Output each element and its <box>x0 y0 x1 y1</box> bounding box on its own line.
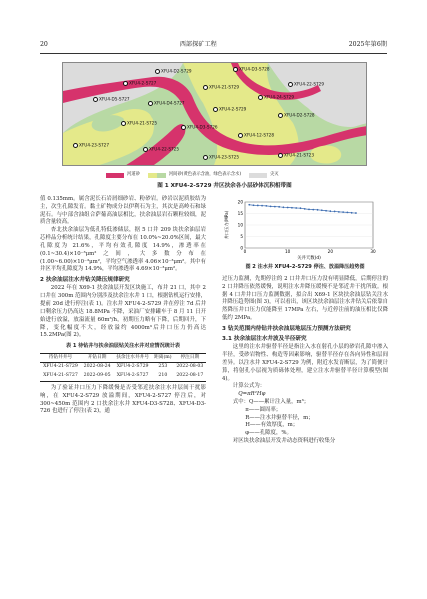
x-tick-label: 30 <box>370 249 376 254</box>
table-row <box>40 372 206 381</box>
y-tick-label: 15 <box>237 211 243 216</box>
data-point <box>265 205 267 207</box>
table-cell: 210 <box>158 373 168 379</box>
data-point <box>287 207 289 209</box>
well-label: XFU4-2-S727 <box>123 81 156 86</box>
legend-swatch <box>249 173 267 178</box>
legend-label: 尖灭 <box>270 172 279 178</box>
formula-legend-line: π——圆周率； <box>245 406 282 413</box>
data-point <box>261 205 263 207</box>
table-header: 停注日期 <box>180 354 200 360</box>
x-tick-label: 10 <box>284 249 291 254</box>
well-label: XFU4-12-S728 <box>238 133 274 138</box>
legend-item <box>249 172 279 178</box>
section-heading: 2 扶余油层注水井钻关降压规律研究 <box>40 277 130 284</box>
x-axis-label: 关井天数(d) <box>297 256 321 261</box>
legend-item <box>106 172 140 178</box>
facies-map <box>62 62 367 166</box>
well-label: XFU4-23-S727 <box>73 143 109 148</box>
table-cell: XFU4-2-S727 <box>116 373 149 379</box>
data-point <box>317 209 319 211</box>
well-label: XFU4-D4-S727 <box>148 101 185 106</box>
facies-map-graphic <box>63 63 367 166</box>
well-label: XFU4-22-S725 <box>143 147 179 152</box>
well-label: XFU4-D3-S726 <box>181 125 218 130</box>
y-axis-label: 井口压力(MPa) <box>224 210 229 240</box>
well-label: XFU4-D3-S728 <box>233 67 270 72</box>
issue-label: 2025年第6期 <box>348 41 387 48</box>
table-cell: 2022-08-17 <box>176 373 204 379</box>
table-cell: 253 <box>158 364 168 370</box>
data-point <box>257 205 259 207</box>
data-point <box>347 211 349 213</box>
well-label: XFU4-D2-S728 <box>278 113 315 118</box>
well-label: XFU4-D2-S729 <box>155 69 192 74</box>
legend-label: 河道砂 <box>127 172 140 178</box>
data-point <box>321 209 323 211</box>
table-cell: XFU4-2-S729 <box>116 364 149 370</box>
table-cell: 2022-09-05 <box>83 373 111 379</box>
data-point <box>295 207 297 209</box>
legend-swatch <box>106 173 124 178</box>
y-tick-label: 5 <box>240 234 243 239</box>
data-point <box>278 206 280 208</box>
data-point <box>270 205 272 207</box>
data-point <box>329 210 331 212</box>
well-label: XFU4-21-S723 <box>278 153 314 158</box>
table-cell: XFU4-21-S729 <box>43 364 78 370</box>
formula: Q=πR²Hφ <box>238 391 266 398</box>
data-point <box>253 204 255 206</box>
right-column <box>222 276 388 446</box>
data-point <box>355 212 357 214</box>
well-label: XFU4-23-S725 <box>203 155 239 160</box>
data-point <box>325 210 327 212</box>
well-label: XFU4-21-S729 <box>203 85 239 90</box>
paragraph: 这里的注水井驱替半径是指注入水在射孔小层的砂岩孔隙中渗入半径，受砂岩物性、构造等因素影响，驱替半径存在各向异性和层间差异。以注水井 XFU4-2-S729 为例，附近水发育断层，为了简便计算，将射孔小层视为质砾体处理，建立注水井驱替半径计算模型(图 4)。 <box>222 344 388 382</box>
well-label: XFU4-21-S725 <box>121 121 157 126</box>
y-tick-label: 0 <box>240 245 243 251</box>
map-legend <box>106 170 336 181</box>
table-header: 开钻日期 <box>87 354 107 360</box>
paragraph: 计算公式为： <box>232 383 266 390</box>
data-point <box>338 211 340 213</box>
table-header-row <box>40 353 206 363</box>
paragraph: 2022 年在 X69-1 扶余油层开发区块施工，布井 21 口，其中 2 口井在 300m 范围内分别涉及扶余注水井 1 口，根据钻机运行安排，提前 20d 进行停注(表 1)。注水井 XFU4-2-S729 井在停注 7d 后井口剩余压力仍高达 18.8MPa 不降，采油厂安排罐车于 8 月 11 日开始进行放溢，放溢流量 60m³/h，初期压力略有下降，后期回升，下降，变化幅度不大，经放溢约 4000m³后井口压力仍高达 15.2MPa(图 2)。 <box>40 285 206 339</box>
journal-title: 西部探矿工程 <box>179 41 217 48</box>
legend-label: 河间砂(黄色表示含油，绿色表示含水) <box>168 172 241 178</box>
y-tick-label: 20 <box>237 199 243 205</box>
series-line <box>249 205 356 213</box>
figure-2-caption: 图 2 注水井 XFU4-2-S729 停注、放溢降压趋势图 <box>245 264 365 270</box>
paragraph: 值 0.135mm。属含泥长石岩屑细砂岩、粉砂岩。砂岩以泥质胶结为主，次生孔隙发育。黏土矿物成分以伊利石为主，其次是高岭石和绿泥石。与中部含油组合萨葡高油层相比，扶余油层岩石颗粒较细，泥质含量较高。 <box>40 196 206 226</box>
pressure-chart-svg <box>223 196 383 262</box>
data-point <box>312 209 314 211</box>
pressure-chart <box>223 196 383 262</box>
page-number: 20 <box>40 41 48 48</box>
paragraph: 对区块扶余油层开发井动态资料进行收集分 <box>232 438 336 445</box>
table-header: 待钻井井号 <box>48 354 73 360</box>
data-point <box>291 207 293 209</box>
data-point <box>308 208 310 210</box>
left-column <box>40 196 206 416</box>
table-header: 距离(m) <box>154 354 172 360</box>
legend-swatch <box>148 173 166 178</box>
subsection-heading: 3.1 扶余油层注水井波及半径研究 <box>222 336 307 343</box>
well-label: XFU4-24-S729 <box>258 95 294 100</box>
table-cell: 2022-08-24 <box>83 364 111 370</box>
table-header: 扶余注水井井号 <box>116 354 150 360</box>
section-heading: 3 钻关范围内待钻井扶余油层地层压力预测方法研究 <box>222 325 351 332</box>
well-label: XFU4-22-S729 <box>288 82 324 87</box>
header-divider <box>40 53 387 54</box>
formula-legend-line: R——注水井驱替半径，m； <box>245 414 314 421</box>
y-tick-label: 10 <box>237 222 243 228</box>
x-tick-label: 0 <box>243 249 247 254</box>
paragraph: 杏北扶余油层为低孔特低渗储层，据 5 口井 209 块扶余油层岩芯样品分析统计结果，孔隙度主要分布在 10.0%~20.0%区间，最大孔隙度为 21.6%，平均有效孔隙度 14.9%，渗透率在(0.1~30.4)×10⁻³μm²之间，大多数分布在(1.00~6.00)×10⁻³μm²，平均空气渗透率 4.06×10⁻³μm²。其中有井区平均孔隙度为 14.9%，平均渗透率 4.69×10⁻³μm²。 <box>40 227 206 273</box>
page-header <box>40 41 387 53</box>
table-cell: 2022-08-03 <box>176 364 204 370</box>
well-label: XFU4-2-S729 <box>213 107 246 112</box>
data-point <box>334 211 336 213</box>
data-point <box>283 206 285 208</box>
table-row <box>40 363 206 372</box>
data-point <box>342 211 344 213</box>
table-cell: XFU4-21-S727 <box>43 373 78 379</box>
well-label: XFU4-D5-S727 <box>93 97 130 102</box>
x-tick-label: 20 <box>327 249 334 254</box>
paragraph: 为了验证井口压力下降缓慢是否受邻近扶余注水井层间干扰影响，在 XFU4-2-S729 放溢期间，XFU4-2-S727 停注后，对 300~450m 范围内 2 口扶余注水井 XFU4-D3-S728、XFU4-D3-726 也进行了停注(表 2)，通 <box>40 385 206 415</box>
well-table <box>40 353 206 382</box>
formula-legend-line: φ——孔隙度，%。 <box>245 430 292 437</box>
formula-legend-line: H——有效厚度，m； <box>245 422 299 429</box>
figure-1-caption: 图 1 XFU4-2-S729 井区扶余各小层砂体沉积相带图 <box>157 183 292 189</box>
data-point <box>351 212 353 214</box>
paragraph: 过压力监测，先期停注的 2 口井井口压力没有明显降低，后期停注的 2 口井降压依然缓慢，说明注水井降压缓慢不是邻近井干扰所致。根据 4 口井井口压力监测数据，拟合出 X69-1 区块扶余油层钻关注水井降压趋势图(图 3)，可以看出，该区块扶余油层注水井钻关后依靠自然降压井口压力仅能降至 17MPa 左右，与近停注前的油压相比仅降低约 2MPa。 <box>222 276 388 322</box>
data-point <box>300 207 302 209</box>
data-point <box>274 206 276 208</box>
formula-legend-line: 式中：Q——累计注入量，m³； <box>232 398 310 405</box>
data-point <box>248 204 250 206</box>
legend-item <box>148 172 241 178</box>
data-point <box>304 208 306 210</box>
table-caption: 表 1 待钻井与扶余油层钻关注水井对应情况统计表 <box>65 343 181 350</box>
